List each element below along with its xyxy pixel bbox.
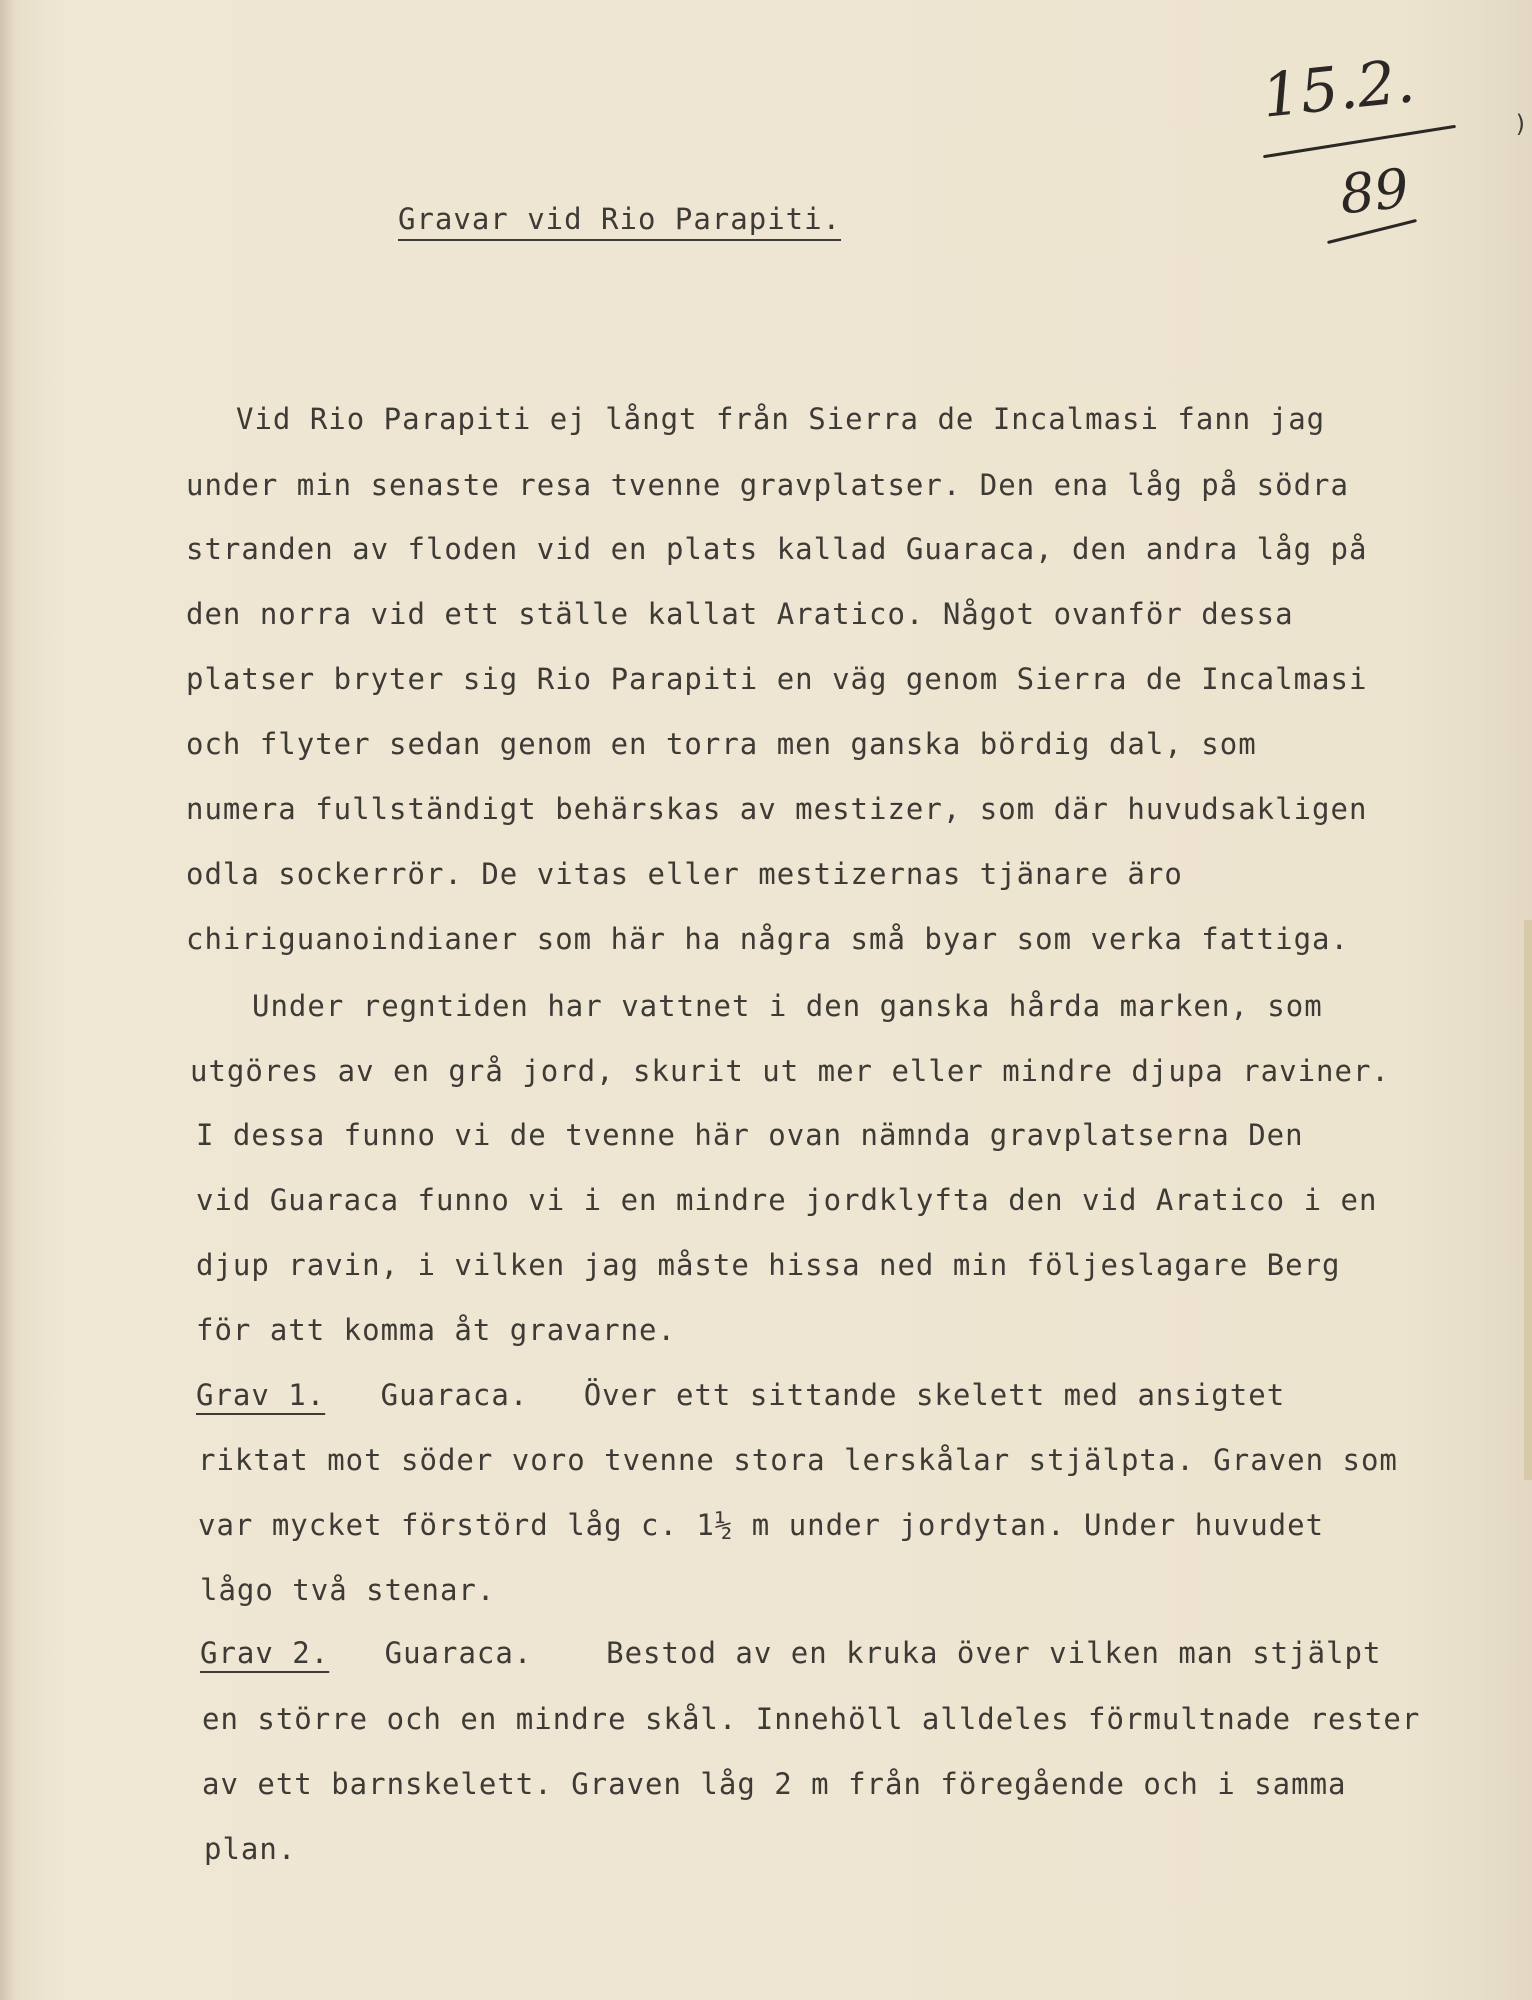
grav2-line: en större och en mindre skål. Innehöll alldeles förmultnade rester	[202, 1702, 1421, 1736]
paragraph1-line: platser bryter sig Rio Parapiti en väg genom Sierra de Incalmasi	[186, 662, 1368, 696]
paragraph2-line: I dessa funno vi de tvenne här ovan nämnda gravplatserna Den	[196, 1118, 1304, 1152]
paragraph2-line: Under regntiden har vattnet i den ganska hårda marken, som	[252, 989, 1323, 1023]
paragraph2-line: vid Guaraca funno vi i en mindre jordklyfta den vid Aratico i en	[196, 1183, 1378, 1217]
paragraph2-line: utgöres av en grå jord, skurit ut mer eller mindre djupa raviner.	[190, 1054, 1390, 1088]
paragraph1-line: numera fullständigt behärskas av mestizer, som där huvudsakligen	[186, 792, 1368, 826]
handwritten-underline-top	[1263, 125, 1456, 158]
grav2-place: Guaraca.	[384, 1636, 533, 1670]
paragraph2-line: djup ravin, i vilken jag måste hissa ned min följeslagare Berg	[196, 1248, 1341, 1282]
paragraph1-line: Vid Rio Parapiti ej långt från Sierra de Incalmasi fann jag	[236, 402, 1326, 436]
grav2-line: plan.	[204, 1832, 297, 1866]
grav1-text: Över ett sittande skelett med ansigtet	[583, 1378, 1286, 1412]
page-right-tab	[1524, 920, 1532, 1480]
corner-mark: )	[1513, 110, 1528, 138]
handwritten-number-bottom: 89	[1336, 156, 1412, 227]
paragraph1-line: den norra vid ett ställe kallat Aratico. Något ovanför dessa	[186, 597, 1294, 631]
grav1-line: var mycket förstörd låg c. 1½ m under jordytan. Under huvudet	[198, 1508, 1325, 1542]
grav1-label: Grav 1.	[196, 1378, 326, 1412]
grav1-line: riktat mot söder voro tvenne stora lerskålar stjälpta. Graven som	[198, 1443, 1398, 1477]
handwritten-number-top: 15.2.	[1258, 46, 1418, 132]
grav1-heading-line	[196, 1378, 1285, 1412]
paragraph1-line: stranden av floden vid en plats kallad Guaraca, den andra låg på	[186, 532, 1368, 566]
grav2-label: Grav 2.	[200, 1636, 330, 1670]
paragraph1-line: chiriguanoindianer som här ha några små byar som verka fattiga.	[186, 922, 1349, 956]
paragraph2-line: för att komma åt gravarne.	[196, 1313, 676, 1347]
paragraph1-line: under min senaste resa tvenne gravplatser. Den ena låg på södra	[186, 468, 1349, 502]
paragraph1-line: odla sockerrör. De vitas eller mestizernas tjänare äro	[186, 857, 1183, 891]
grav1-place: Guaraca.	[380, 1378, 529, 1412]
grav2-text: Bestod av en kruka över vilken man stjälpt	[606, 1636, 1382, 1670]
grav1-line: lågo två stenar.	[200, 1573, 496, 1607]
page-left-edge	[0, 0, 14, 2000]
grav2-line: av ett barnskelett. Graven låg 2 m från föregående och i samma	[202, 1767, 1347, 1801]
page-title: Gravar vid Rio Parapiti.	[398, 202, 842, 236]
grav2-heading-line	[200, 1636, 1381, 1670]
paragraph1-line: och flyter sedan genom en torra men ganska bördig dal, som	[186, 727, 1257, 761]
